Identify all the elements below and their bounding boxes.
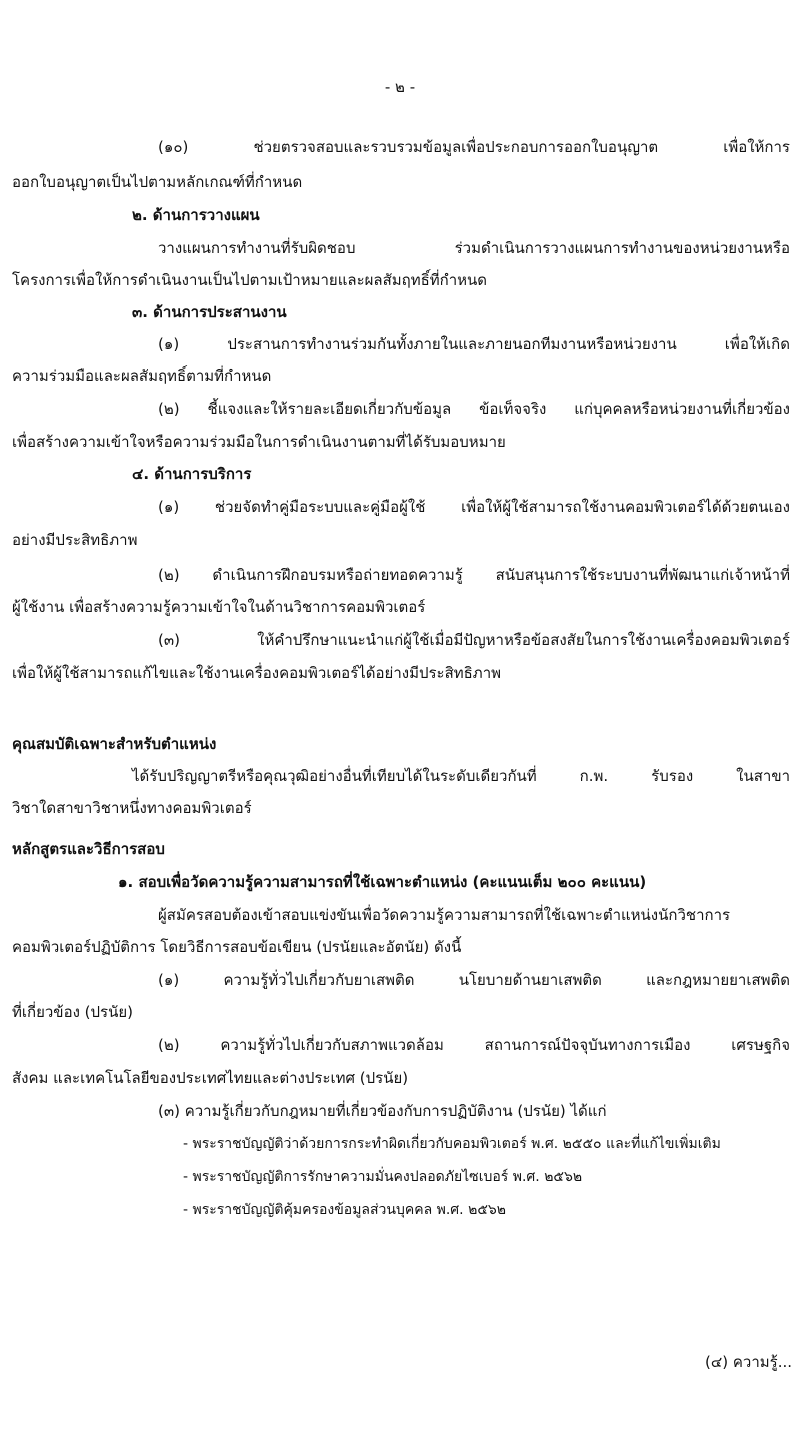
item-10-line-2: ออกใบอนุญาตเป็นไปตามหลักเกณฑ์ที่กำหนด: [12, 173, 303, 191]
continuation-marker: (๔) ความรู้...: [705, 1353, 792, 1371]
knowledge-2-line-2: สังคม และเทคโนโลยีของประเทศไทยและต่างประเทศ (ปรนัย): [12, 1069, 409, 1087]
item-10-line-1: (๑๐) ช่วยตรวจสอบและรวบรวมข้อมูลเพื่อประกอบการออกใบอนุญาต เพื่อให้การ: [158, 138, 790, 156]
planning-heading: ๒. ด้านการวางแผน: [132, 206, 260, 224]
coordination-item-1-line-2: ความร่วมมือและผลสัมฤทธิ์ตามที่กำหนด: [12, 367, 272, 385]
knowledge-3-line-1: (๓) ความรู้เกี่ยวกับกฎหมายที่เกี่ยวข้องกับการปฏิบัติงาน (ปรนัย) ได้แก่: [158, 1102, 607, 1120]
page-number: - ๒ -: [384, 78, 416, 96]
curriculum-heading: หลักสูตรและวิธีการสอบ: [12, 840, 165, 858]
planning-line-2: โครงการเพื่อให้การดำเนินงานเป็นไปตามเป้าหมายและผลสัมฤทธิ์ที่กำหนด: [12, 271, 488, 289]
exam-section-1-heading: ๑. สอบเพื่อวัดความรู้ความสามารถที่ใช้เฉพาะตำแหน่ง (คะแนนเต็ม ๒๐๐ คะแนน): [118, 873, 647, 891]
service-heading: ๔. ด้านการบริการ: [132, 465, 252, 483]
service-item-2-line-2: ผู้ใช้งาน เพื่อสร้างความรู้ความเข้าใจในด้านวิชาการคอมพิวเตอร์: [12, 598, 426, 616]
service-item-3-line-2: เพื่อให้ผู้ใช้สามารถแก้ไขและใช้งานเครื่องคอมพิวเตอร์ได้อย่างมีประสิทธิภาพ: [12, 664, 502, 682]
service-item-1-line-2: อย่างมีประสิทธิภาพ: [12, 531, 138, 549]
service-item-2-line-1: (๒) ดำเนินการฝึกอบรมหรือถ่ายทอดความรู้ สนับสนุนการใช้ระบบงานที่พัฒนาแก่เจ้าหน้าที่: [158, 566, 790, 584]
knowledge-1-line-1: (๑) ความรู้ทั่วไปเกี่ยวกับยาเสพติด นโยบายด้านยาเสพติด และกฎหมายยาเสพติด: [158, 971, 790, 989]
law-item: - พระราชบัญญัติว่าด้วยการกระทำผิดเกี่ยวกับคอมพิวเตอร์ พ.ศ. ๒๕๕๐ และที่แก้ไขเพิ่มเติม: [183, 1136, 721, 1152]
planning-line-1: วางแผนการทำงานที่รับผิดชอบ ร่วมดำเนินการวางแผนการทำงานของหน่วยงานหรือ: [158, 239, 790, 257]
exam-intro-line-1: ผู้สมัครสอบต้องเข้าสอบแข่งขันเพื่อวัดความรู้ความสามารถที่ใช้เฉพาะตำแหน่งนักวิชาการ: [158, 906, 731, 924]
qualifications-line-2: วิชาใดสาขาวิชาหนึ่งทางคอมพิวเตอร์: [12, 799, 252, 817]
service-item-1-line-1: (๑) ช่วยจัดทำคู่มือระบบและคู่มือผู้ใช้ เพื่อให้ผู้ใช้สามารถใช้งานคอมพิวเตอร์ได้ด้วยตนเอง: [158, 498, 790, 516]
exam-intro-line-2: คอมพิวเตอร์ปฏิบัติการ โดยวิธีการสอบข้อเขียน (ปรนัยและอัตนัย) ดังนี้: [12, 938, 462, 956]
coordination-heading: ๓. ด้านการประสานงาน: [132, 303, 287, 321]
coordination-item-2-line-1: (๒) ชี้แจงและให้รายละเอียดเกี่ยวกับข้อมูล ข้อเท็จจริง แก่บุคคลหรือหน่วยงานที่เกี่ยวข้อง: [158, 400, 790, 418]
qualifications-heading: คุณสมบัติเฉพาะสำหรับตำแหน่ง: [12, 735, 217, 753]
service-item-3-line-1: (๓) ให้คำปรึกษาแนะนำแก่ผู้ใช้เมื่อมีปัญหาหรือข้อสงสัยในการใช้งานเครื่องคอมพิวเตอร์: [158, 631, 790, 649]
knowledge-1-line-2: ที่เกี่ยวข้อง (ปรนัย): [12, 1003, 133, 1021]
knowledge-2-line-1: (๒) ความรู้ทั่วไปเกี่ยวกับสภาพแวดล้อม สถานการณ์ปัจจุบันทางการเมือง เศรษฐกิจ: [158, 1036, 790, 1054]
coordination-item-1-line-1: (๑) ประสานการทำงานร่วมกันทั้งภายในและภายนอกทีมงานหรือหน่วยงาน เพื่อให้เกิด: [158, 335, 790, 353]
law-item: - พระราชบัญญัติการรักษาความมั่นคงปลอดภัยไซเบอร์ พ.ศ. ๒๕๖๒: [183, 1169, 583, 1185]
law-item: - พระราชบัญญัติคุ้มครองข้อมูลส่วนบุคคล พ.ศ. ๒๕๖๒: [183, 1202, 507, 1218]
coordination-item-2-line-2: เพื่อสร้างความเข้าใจหรือความร่วมมือในการดำเนินงานตามที่ได้รับมอบหมาย: [12, 433, 506, 451]
qualifications-line-1: ได้รับปริญญาตรีหรือคุณวุฒิอย่างอื่นที่เทียบได้ในระดับเดียวกันที่ ก.พ. รับรอง ในสาขา: [132, 767, 790, 785]
